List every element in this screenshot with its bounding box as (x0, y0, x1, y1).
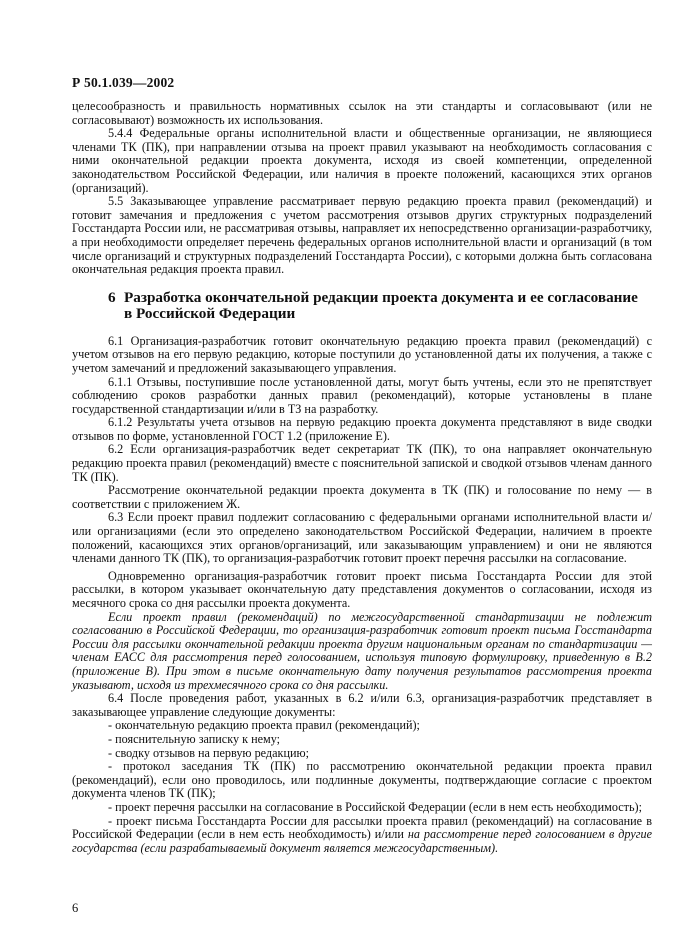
list-item-last-italic: на рассмотрение перед голосованием в другие государства (если разрабатываемый документ является межгосударственным). (72, 827, 653, 855)
document-body (72, 100, 652, 855)
paragraph-5-4-4: 5.4.4 Федеральные органы исполнительной власти и общественные организации, не являющиеся членами ТК (ПК), при направлении отзыва на проект правил указывают на необходимость согласования с ними окончательной редакции проекта документа, исходя из своей компетенции, определенной законодательством Российской Федерации, или наличия в проекте положений, касающихся этих органов (организаций). (72, 126, 652, 195)
list-item-last-regular: - проект письма Госстандарта России для рассылки проекта правил (рекомендаций) на согласование в Российской Федерации (если в нем есть необходимость) и/или (72, 813, 652, 842)
list-item: - сводку отзывов на первую редакцию; (108, 745, 309, 760)
section-title-line2: в Российской Федерации (124, 305, 296, 323)
section-number: 6 (108, 288, 116, 306)
list-item: - проект перечня рассылки на согласование в Российской Федерации (если в нем есть необходимость); (108, 799, 642, 814)
list-item: - окончательную редакцию проекта правил (рекомендаций); (108, 718, 420, 733)
page-number: 6 (72, 901, 79, 915)
paragraph-6-3: 6.3 Если проект правил подлежит согласованию с федеральными органами исполнительной власти и/или организациями (если это определено законодательством Российской Федерации, наличием в проекте положений, касающихся этих органов/организаций, или заказывающим управлением) и они не являются членами данного ТК (ПК), то организация-разработчик готовит проект перечня рассылки на согласование. (72, 510, 652, 566)
section-heading (72, 290, 652, 323)
list-item: - протокол заседания ТК (ПК) по рассмотрению окончательной редакции проекта правил (рекомендаций), если оно проводилось, или подлинные документы, подтверждающие согласие с проектом документа членов ТК (ПК); (72, 759, 652, 801)
section-title-line1: Разработка окончательной редакции проекта документа и ее согласование (124, 288, 638, 306)
italic-note: Если проект правил (рекомендаций) по межгосударственной стандартизации не подлежит согласованию в Российской Федерации, то организация-разработчик готовит проект письма Госстандарта России для рассылки окончательной редакции проекта другим национальным органам по стандартизации — членам ЕАСС для рассмотрения перед голосованием, используя типовую формулировку, приведенную в В.2 (приложение В). При этом в письме окончательную дату получения результатов рассмотрения проекта указывают, исходя из трехмесячного срока со дня рассылки. (72, 609, 652, 692)
paragraph-continuation: целесообразность и правильность нормативных ссылок на эти стандарты и согласовывают (или не согласовывают) возможность их использования. (72, 99, 652, 127)
paragraph-6-2-voting: Рассмотрение окончательной редакции проекта документа в ТК (ПК) и голосование по нему — в соответствии с приложением Ж. (72, 483, 652, 511)
paragraph-6-1-1: 6.1.1 Отзывы, поступившие после установленной даты, могут быть учтены, если это не препятствует соблюдению сроков разработки данных правил (рекомендаций), которые установлены в плане государственной стандартизации и/или в ТЗ на разработку. (72, 374, 652, 416)
list-item: - пояснительную записку к нему; (108, 731, 281, 746)
paragraph-6-3-letter: Одновременно организация-разработчик готовит проект письма Госстандарта России для этой рассылки, в котором указывает окончательную дату представления документов о согласовании, исходя из месячного срока со дня рассылки проекта документа. (72, 568, 652, 610)
paragraph-6-1-2: 6.1.2 Результаты учета отзывов на первую редакцию проекта документа представляют в виде сводки отзывов по форме, установленной ГОСТ 1.2 (приложение Е). (72, 415, 652, 443)
paragraph-5-5: 5.5 Заказывающее управление рассматривает первую редакцию проекта правил (рекомендаций) и готовит замечания и предложения с учетом рассмотрения отзывов других структурных подразделений Госстандарта России или, не рассматривая отзывы, направляет их непосредственно организации-разработчику, а при необходимости определяет перечень федеральных органов исполнительной власти и организаций (в том числе организаций и структурных подразделений Госстандарта России), с которыми должна быть согласована окончательная редакция проекта правил. (72, 194, 652, 277)
paragraph-6-4: 6.4 После проведения работ, указанных в 6.2 и/или 6.3, организация-разработчик представляет в заказывающее управление следующие документы: (72, 691, 652, 719)
list-item-last (72, 815, 652, 856)
document-code: Р 50.1.039—2002 (72, 75, 175, 90)
paragraph-6-2: 6.2 Если организация-разработчик ведет секретариат ТК (ПК), то она направляет окончательную редакцию проекта правил (рекомендаций) вместе с пояснительной запиской и сводкой отзывов членам данного ТК (ПК). (72, 442, 652, 484)
paragraph-6-1: 6.1 Организация-разработчик готовит окончательную редакцию проекта правил (рекомендаций) с учетом отзывов на его первую редакцию, которые поступили до установленной даты их получения, а также с учетом замечаний и предложений заказывающего управления. (72, 333, 652, 375)
